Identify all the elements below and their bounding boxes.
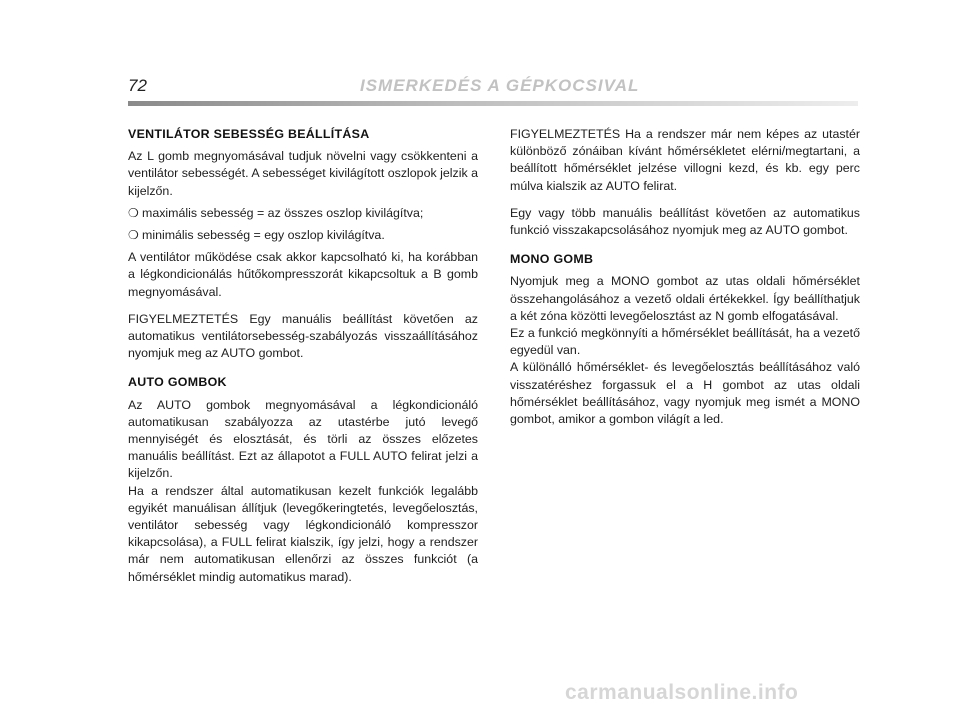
left-column	[128, 126, 478, 586]
bullet-text: maximális sebesség = az összes oszlop kivilágítva;	[142, 205, 424, 220]
bullet-item	[128, 227, 478, 244]
mono-text: Nyomjuk meg a MONO gombot az utas oldali hőmérséklet összehangolásához a vezető oldali értékekkel. Így beállíthatjuk a két zóna közötti levegőelosztást az N gomb elfogatásával.	[510, 274, 860, 323]
bullet-item	[128, 205, 478, 222]
auto-buttons-heading: AUTO GOMBOK	[128, 375, 227, 390]
circle-bullet-icon: ❍	[128, 228, 139, 243]
mono-return-text: A különálló hőmérséklet- és levegőelosztás beállításához való visszatéréshez forgassuk el a H gombot az utas oldali hőmérséklet beállításához, vagy nyomjuk meg ismét a MONO gombot, amikor a gombon világít a led.	[510, 360, 860, 427]
auto-override-text: Ha a rendszer által automatikusan kezelt funkciók legalább egyikét manuálisan állítjuk (levegőkeringtetés, levegőelosztás, ventilátor sebesség vagy légkondicionáló kompresszor kikapcsolása), a FULL felirat kialszik, így jelzi, hogy a rendszer már nem automatikusan ellenőrzi az összes funkciót (a hőmérséklet mindig automatikus marad).	[128, 483, 478, 584]
page-number: 72	[128, 76, 147, 95]
watermark: carmanualsonline.info	[565, 681, 799, 704]
temperature-warning: FIGYELMEZTETÉS Ha a rendszer már nem képes az utastér különböző zónáiban kívánt hőmérsékletet elérni/megtartani, a beállított hőmérséklet jelzése villogni kezd, és kb. egy perc múlva kialszik az AUTO felirat.	[510, 127, 860, 193]
mono-button-heading: MONO GOMB	[510, 252, 594, 267]
running-title: ISMERKEDÉS A GÉPKOCSIVAL	[360, 76, 640, 95]
mono-driver-alone-text: Ez a funkció megkönnyíti a hőmérséklet beállítását, ha a vezető egyedül van.	[510, 326, 860, 358]
fan-off-note: A ventilátor működése csak akkor kapcsolható ki, ha korábban a légkondicionálás hűtőkompresszorát kikapcsoltuk a B gomb megnyomásával.	[128, 250, 478, 299]
fan-speed-intro: Az L gomb megnyomásával tudjuk növelni vagy csökkenteni a ventilátor sebességét. A sebességet kivilágított oszlopok jelzik a kijelzőn.	[128, 149, 478, 198]
bullet-text: minimális sebesség = egy oszlop kivilágítva.	[142, 228, 385, 243]
fan-warning: FIGYELMEZTETÉS Egy manuális beállítást követően az automatikus ventilátorsebesség-szabályozás visszaállításához nyomjuk meg az AUTO gombot.	[128, 311, 478, 361]
fan-speed-heading: VENTILÁTOR SEBESSÉG BEÁLLÍTÁSA	[128, 127, 370, 141]
auto-reset-text: Egy vagy több manuális beállítást követően az automatikus funkció visszakapcsolásához nyomjuk meg az AUTO gombot.	[510, 205, 860, 238]
header-rule	[128, 101, 858, 106]
circle-bullet-icon: ❍	[128, 205, 139, 220]
right-column	[510, 126, 860, 428]
auto-buttons-text: Az AUTO gombok megnyomásával a légkondicionáló automatikusan szabályozza az utastérbe jutó levegő mennyiségét és elosztását, és törli az összes előzetes manuális beállítást. Ezt az állapotot a FULL AUTO felirat jelzi a kijelzőn.	[128, 397, 478, 481]
